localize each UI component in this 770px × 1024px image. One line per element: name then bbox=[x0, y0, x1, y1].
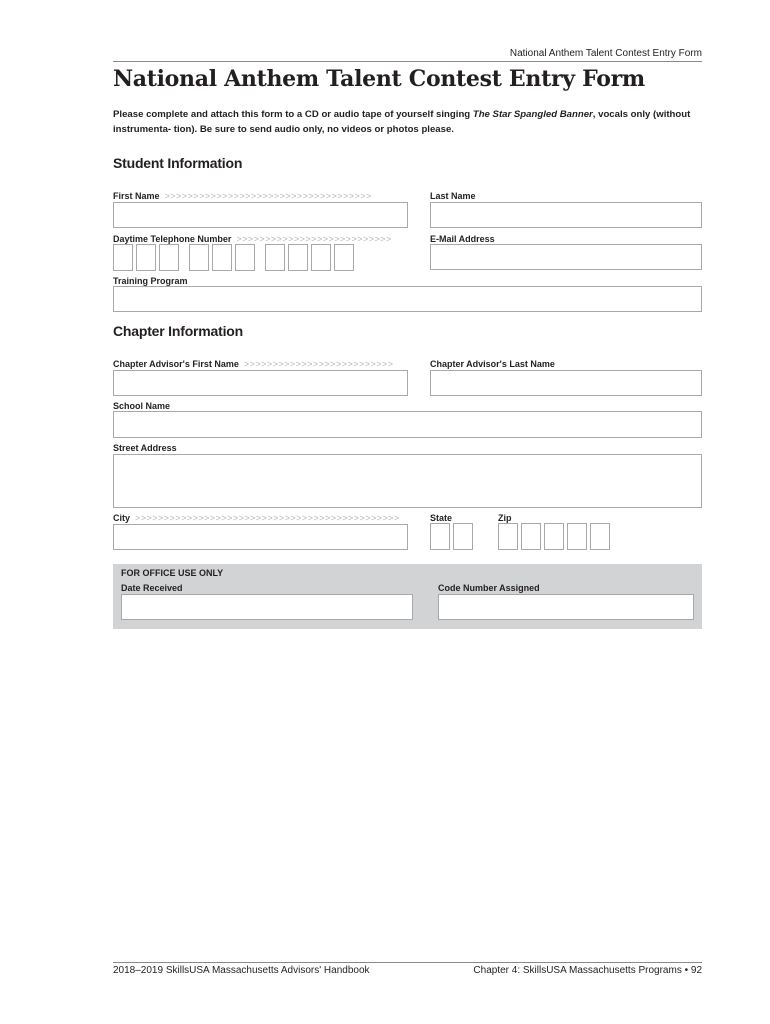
school-name-label: School Name bbox=[113, 401, 171, 411]
advisor-last-name-field[interactable] bbox=[430, 370, 702, 396]
state-letter-box[interactable] bbox=[430, 523, 450, 550]
phone-digit-box[interactable] bbox=[311, 244, 331, 271]
phone-digit-box[interactable] bbox=[334, 244, 354, 271]
email-field[interactable] bbox=[430, 244, 702, 270]
leader-arrows: >>>>>>>>>>>>>>>>>>>>>>>>>>>>>>>>>>>>>>>>>>>>>> bbox=[135, 513, 400, 523]
zip-digit-box[interactable] bbox=[567, 523, 587, 550]
city-label bbox=[113, 513, 400, 523]
phone-digit-box[interactable] bbox=[189, 244, 209, 271]
zip-label: Zip bbox=[498, 513, 512, 523]
state-label: State bbox=[430, 513, 453, 523]
phone-label bbox=[113, 234, 392, 244]
page-title: National Anthem Talent Contest Entry Form bbox=[113, 66, 645, 92]
advisor-first-name-label bbox=[113, 359, 394, 369]
city-field[interactable] bbox=[113, 524, 408, 550]
zip-digit-box[interactable] bbox=[590, 523, 610, 550]
training-program-label: Training Program bbox=[113, 276, 188, 286]
phone-label-text: Daytime Telephone Number bbox=[113, 234, 232, 244]
footer-rule bbox=[113, 962, 702, 963]
running-head: National Anthem Talent Contest Entry Form bbox=[509, 48, 702, 59]
advisor-first-name-label-text: Chapter Advisor's First Name bbox=[113, 359, 239, 369]
code-number-field[interactable] bbox=[438, 594, 694, 620]
city-label-text: City bbox=[113, 513, 131, 523]
intro-text-end: , vocals only (without instrumenta- tion). Be sure to send audio only, no videos or photos please. bbox=[113, 109, 691, 135]
date-received-field[interactable] bbox=[121, 594, 413, 620]
leader-arrows: >>>>>>>>>>>>>>>>>>>>>>>>>>> bbox=[236, 234, 392, 244]
code-number-label: Code Number Assigned bbox=[438, 583, 540, 593]
phone-digit-box[interactable] bbox=[265, 244, 285, 271]
leader-arrows: >>>>>>>>>>>>>>>>>>>>>>>>>> bbox=[243, 359, 394, 369]
advisor-last-name-label: Chapter Advisor's Last Name bbox=[430, 359, 555, 369]
zip-digit-box[interactable] bbox=[521, 523, 541, 550]
phone-digit-box[interactable] bbox=[136, 244, 156, 271]
first-name-label-text: First Name bbox=[113, 191, 160, 201]
last-name-label: Last Name bbox=[430, 191, 476, 201]
training-program-field[interactable] bbox=[113, 286, 702, 312]
state-letter-box[interactable] bbox=[453, 523, 473, 550]
intro-paragraph bbox=[113, 107, 705, 137]
leader-arrows: >>>>>>>>>>>>>>>>>>>>>>>>>>>>>>>>>>>> bbox=[164, 191, 372, 201]
song-title: The Star Spangled Banner bbox=[472, 109, 593, 120]
zip-digit-box[interactable] bbox=[544, 523, 564, 550]
date-received-label: Date Received bbox=[121, 583, 183, 593]
first-name-field[interactable] bbox=[113, 202, 408, 228]
phone-digit-box[interactable] bbox=[288, 244, 308, 271]
footer-right: Chapter 4: SkillsUSA Massachusetts Programs • 92 bbox=[473, 965, 702, 976]
chapter-information-heading: Chapter Information bbox=[113, 323, 243, 339]
footer-left: 2018–2019 SkillsUSA Massachusetts Advisors' Handbook bbox=[113, 965, 370, 976]
phone-digit-box[interactable] bbox=[235, 244, 255, 271]
street-address-field[interactable] bbox=[113, 454, 702, 508]
intro-text-start: Please complete and attach this form to a CD or audio tape of yourself singing bbox=[113, 109, 473, 120]
school-name-field[interactable] bbox=[113, 411, 702, 438]
street-address-label: Street Address bbox=[113, 443, 177, 453]
zip-digit-box[interactable] bbox=[498, 523, 518, 550]
phone-digit-box[interactable] bbox=[159, 244, 179, 271]
office-use-panel bbox=[113, 564, 702, 629]
advisor-first-name-field[interactable] bbox=[113, 370, 408, 396]
phone-digit-box[interactable] bbox=[212, 244, 232, 271]
email-label: E-Mail Address bbox=[430, 234, 495, 244]
first-name-label bbox=[113, 191, 372, 201]
last-name-field[interactable] bbox=[430, 202, 702, 228]
phone-digit-box[interactable] bbox=[113, 244, 133, 271]
header-rule bbox=[113, 61, 702, 62]
office-use-heading: FOR OFFICE USE ONLY bbox=[121, 568, 224, 578]
student-information-heading: Student Information bbox=[113, 155, 243, 171]
